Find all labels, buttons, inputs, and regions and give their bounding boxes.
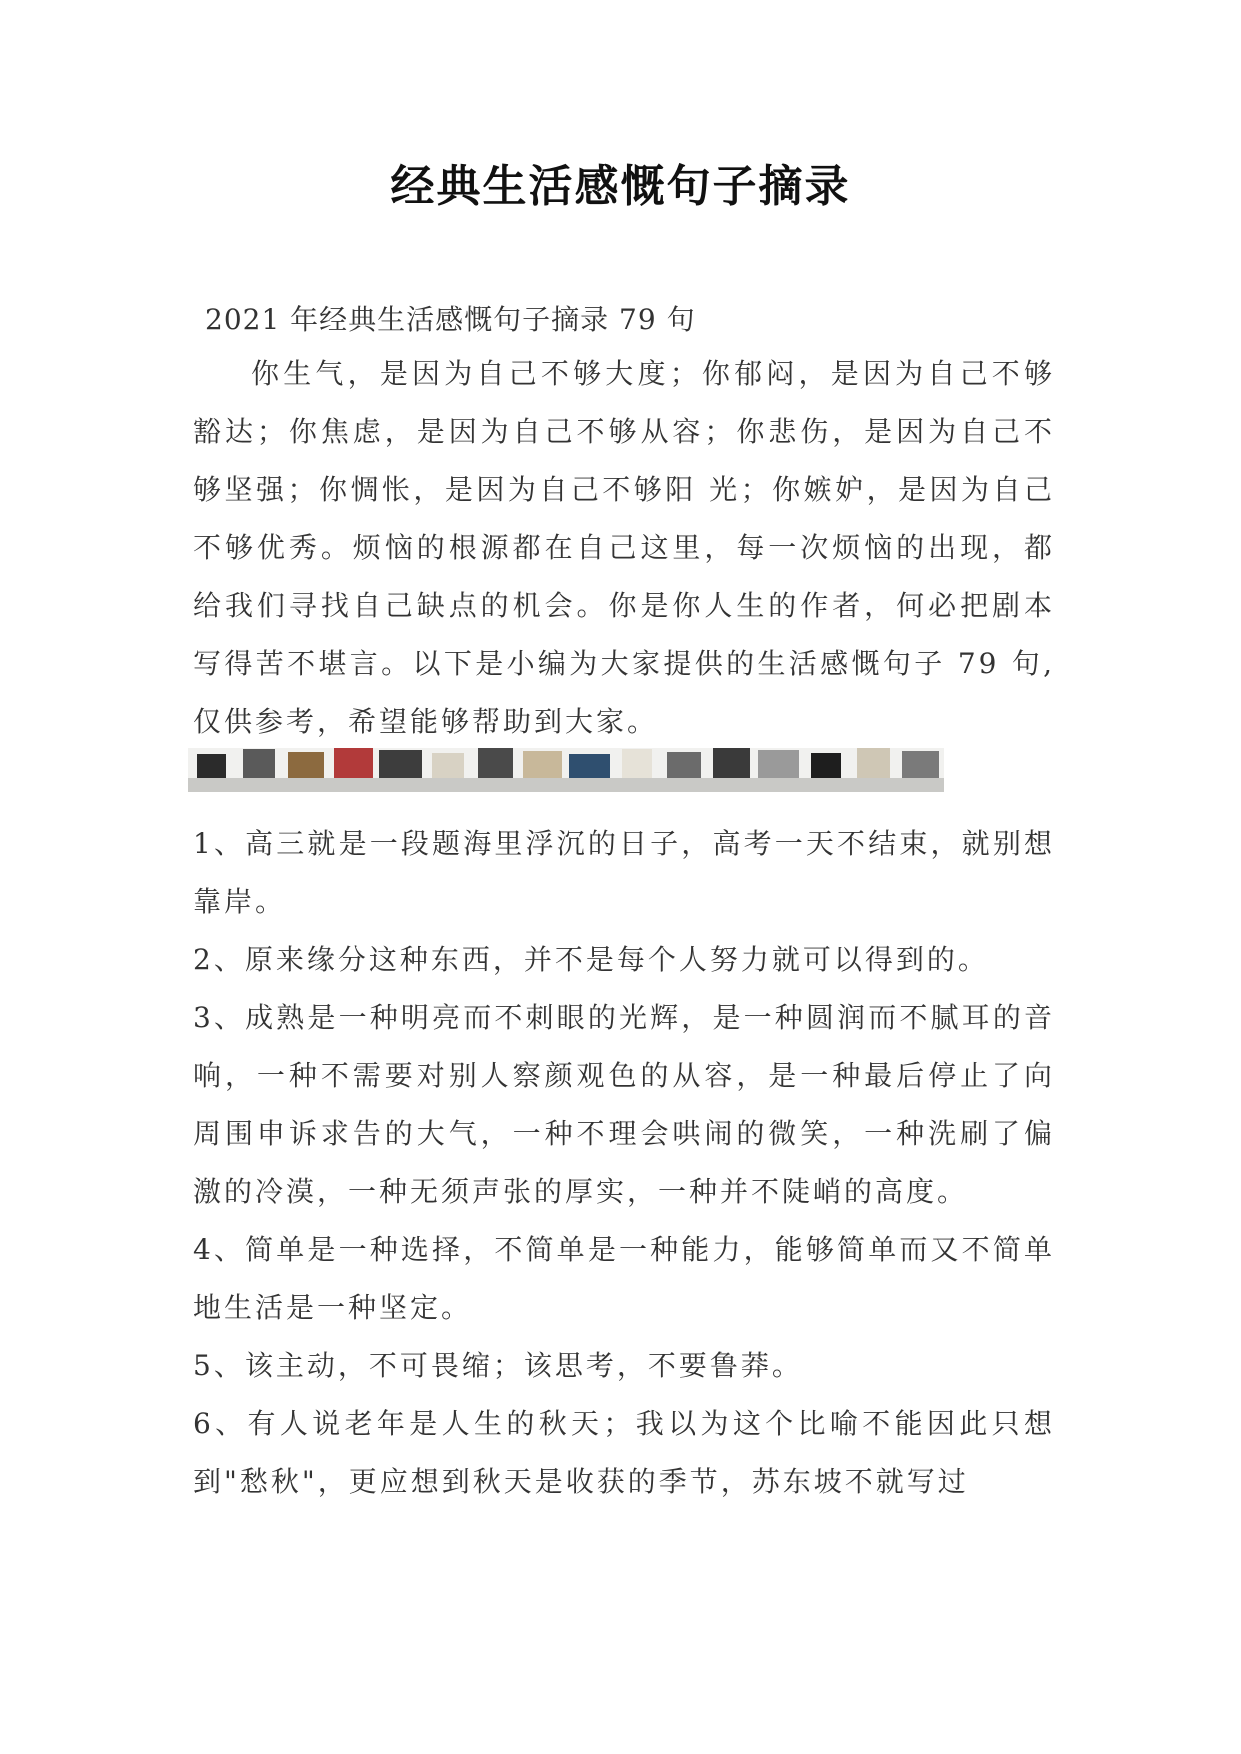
book-spine [902, 751, 938, 778]
book-spine [857, 748, 890, 778]
book-spine [243, 749, 276, 778]
document-title: 经典生活感慨句子摘录 [390, 161, 851, 212]
bookshelf-photo-icon [188, 748, 944, 792]
book-spine [432, 753, 464, 778]
book-spine [379, 750, 422, 778]
list-item: 6、有人说老年是人生的秋天；我以为这个比喻不能因此只想到"愁秋"，更应想到秋天是收获的季节，苏东坡不就写过 [193, 1407, 1055, 1498]
book-spine [288, 752, 324, 778]
book-spine [811, 753, 841, 778]
entries-list [193, 815, 1055, 1511]
list-item: 3、成熟是一种明亮而不刺眼的光辉，是一种圆润而不腻耳的音响，一种不需要对别人察颜观色的从容，是一种最后停止了向周围申诉求告的大气，一种不理会哄闹的微笑，一种洗刷了偏激的冷漠，一种无须声张的厚实，一种并不陡峭的高度。 [193, 1001, 1055, 1208]
book-spine [334, 748, 373, 778]
list-item: 5、该主动，不可畏缩；该思考，不要鲁莽。 [193, 1349, 803, 1382]
book-spine [622, 749, 653, 778]
book-spine [197, 754, 226, 778]
book-spine [667, 752, 701, 778]
document-subtitle: 2021 年经典生活感慨句子摘录 79 句 [205, 303, 696, 336]
book-spine [569, 754, 611, 778]
intro-paragraph: 你生气，是因为自己不够大度；你郁闷，是因为自己不够豁达；你焦虑，是因为自己不够从容；你悲伤，是因为自己不够坚强；你惆怅，是因为自己不够阳 光；你嫉妒，是因为自己不够优秀。烦恼的根源都在自己这里，每一次烦恼的出现，都给我们寻找自己缺点的机会。你是你人生的作者，何必把剧本写得苦不堪言。以下是小编为大家提供的生活感慨句子 79 句,仅供参考，希望能够帮助到大家。 [193, 357, 1055, 738]
book-spine [713, 748, 750, 778]
book-spine [478, 748, 513, 778]
list-item: 1、高三就是一段题海里浮沉的日子，高考一天不结束，就别想靠岸。 [193, 827, 1055, 918]
list-item: 2、原来缘分这种东西，并不是每个人努力就可以得到的。 [193, 943, 989, 976]
book-spine [758, 750, 799, 778]
book-spine [523, 751, 561, 778]
list-item: 4、简单是一种选择，不简单是一种能力，能够简单而又不简单地生活是一种坚定。 [193, 1233, 1055, 1324]
